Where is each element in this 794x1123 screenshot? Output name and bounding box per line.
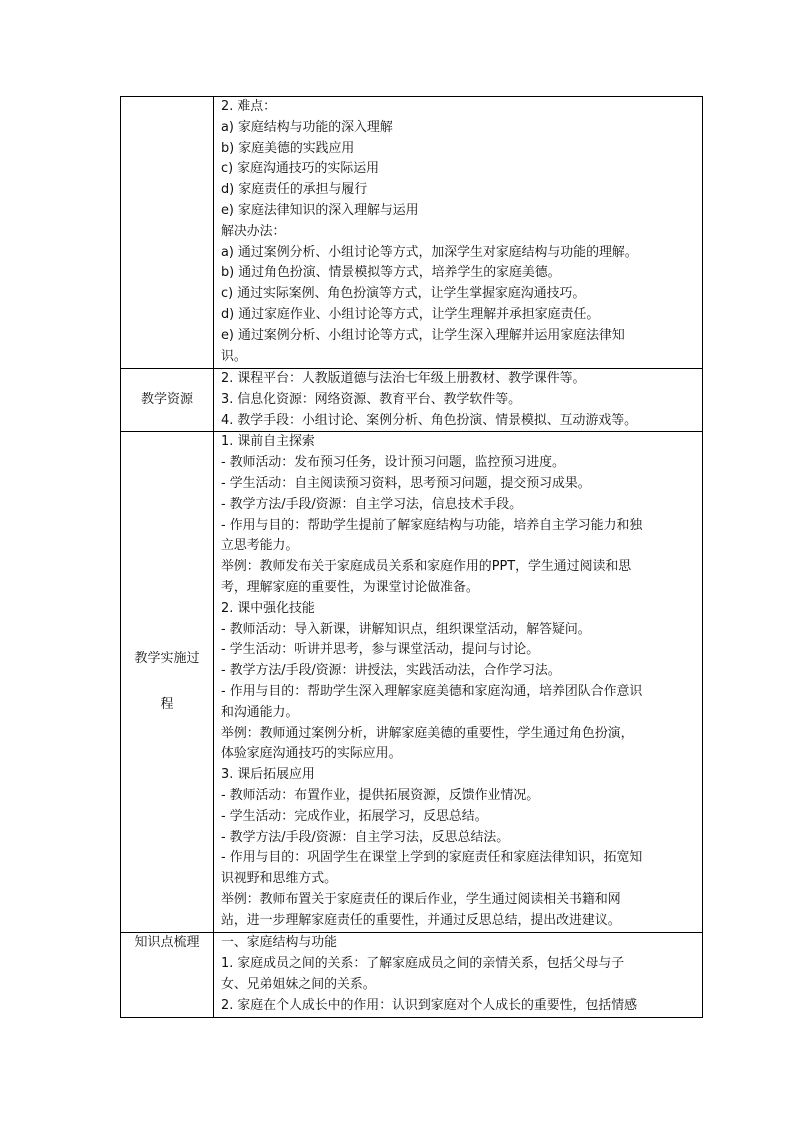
resources-content [214, 369, 703, 432]
text-line: b) 通过角色扮演、情景模拟等方式，培养学生的家庭美德。 [221, 265, 561, 281]
text-line: b) 家庭美德的实践应用 [221, 140, 355, 156]
text-line: - 作用与目的：帮助学生深入理解家庭美德和家庭沟通，培养团队合作意识 [221, 683, 643, 699]
process-label [121, 432, 214, 933]
text-line: 3. 信息化资源：网络资源、教育平台、教学软件等。 [221, 391, 521, 407]
text-line: e) 通过案例分析、小组讨论等方式，让学生深入理解并运用家庭法律知 [221, 327, 625, 343]
text-line: - 学生活动：听讲并思考，参与课堂活动，提问与讨论。 [221, 642, 540, 658]
text-line: - 学生活动：完成作业，拓展学习，反思总结。 [221, 808, 488, 824]
knowledge-label: 知识点梳理 [121, 933, 214, 1017]
text-line: a) 家庭结构与功能的深入理解 [221, 119, 393, 135]
text-line: 立思考能力。 [221, 538, 299, 554]
text-line: 识。 [221, 348, 247, 364]
text-line: 3. 课后拓展应用 [221, 767, 315, 783]
text-line: 举例：教师布置关于家庭责任的课后作业，学生通过阅读相关书籍和网 [221, 891, 621, 907]
resources-label: 教学资源 [121, 369, 214, 432]
difficulties-content [214, 97, 703, 369]
knowledge-content [214, 933, 703, 1017]
text-line: - 学生活动：自主阅读预习资料，思考预习问题，提交预习成果。 [221, 475, 591, 491]
text-line: d) 家庭责任的承担与履行 [221, 182, 368, 198]
text-line: 2. 课程平台：人教版道德与法治七年级上册教材、教学课件等。 [221, 371, 586, 386]
text-line: 体验家庭沟通技巧的实际应用。 [221, 746, 402, 762]
text-line: - 作用与目的：巩固学生在课堂上学到的家庭责任和家庭法律知识，拓宽知 [221, 850, 643, 866]
text-line: d) 通过家庭作业、小组讨论等方式，让学生理解并承担家庭责任。 [221, 306, 600, 322]
text-line: - 作用与目的：帮助学生提前了解家庭结构与功能，培养自主学习能力和独 [221, 517, 643, 533]
row-label-empty [121, 97, 214, 369]
text-line: a) 通过案例分析、小组讨论等方式，加深学生对家庭结构与功能的理解。 [221, 244, 638, 260]
text-line: 1. 家庭成员之间的关系：了解家庭成员之间的亲情关系，包括父母与子 [221, 956, 625, 972]
text-line: 1. 课前自主探索 [221, 434, 315, 450]
text-line: - 教学方法/手段/资源：讲授法，实践活动法，合作学习法。 [221, 663, 561, 679]
text-line: 解决办法： [221, 223, 286, 239]
process-content [214, 432, 703, 933]
text-line: - 教学方法/手段/资源：自主学习法，信息技术手段。 [221, 496, 523, 512]
table-row-difficulties [121, 97, 703, 369]
lesson-plan-table [120, 96, 703, 1018]
text-line: 2. 家庭在个人成长中的作用：认识到家庭对个人成长的重要性，包括情感 [221, 997, 638, 1013]
table-row-process [121, 432, 703, 933]
table-row-knowledge [121, 933, 703, 1017]
text-line: - 教师活动：导入新课，讲解知识点，组织课堂活动，解答疑问。 [221, 621, 591, 637]
text-line: 和沟通能力。 [221, 704, 299, 720]
process-label-line2: 程 [160, 697, 174, 713]
text-line: 举例：教师通过案例分析，讲解家庭美德的重要性，学生通过角色扮演， [221, 725, 634, 741]
text-line: - 教师活动：布置作业，提供拓展资源，反馈作业情况。 [221, 787, 540, 803]
text-line: c) 通过实际案例、角色扮演等方式，让学生掌握家庭沟通技巧。 [221, 286, 586, 302]
text-line: 考，理解家庭的重要性，为课堂讨论做准备。 [221, 579, 479, 595]
text-line: - 教学方法/手段/资源：自主学习法，反思总结法。 [221, 829, 510, 845]
table-row-resources [121, 369, 703, 432]
text-line: 站，进一步理解家庭责任的重要性，并通过反思总结，提出改进建议。 [221, 912, 621, 928]
text-line: 识视野和思维方式。 [221, 871, 338, 887]
text-line: e) 家庭法律知识的深入理解与运用 [221, 202, 419, 218]
text-line: 女、兄弟姐妹之间的关系。 [221, 976, 376, 992]
text-line: 一、家庭结构与功能 [221, 935, 338, 951]
text-line: 2. 难点： [221, 99, 277, 114]
text-line: 2. 课中强化技能 [221, 600, 315, 616]
text-line: 4. 教学手段：小组讨论、案例分析、角色扮演、情景模拟、互动游戏等。 [221, 412, 638, 428]
text-line: - 教师活动：发布预习任务，设计预习问题，监控预习进度。 [221, 455, 565, 471]
text-line: 举例：教师发布关于家庭成员关系和家庭作用的PPT，学生通过阅读和思 [221, 559, 632, 575]
text-line: c) 家庭沟通技巧的实际运用 [221, 161, 380, 177]
process-label-line1: 教学实施过 [134, 651, 200, 667]
